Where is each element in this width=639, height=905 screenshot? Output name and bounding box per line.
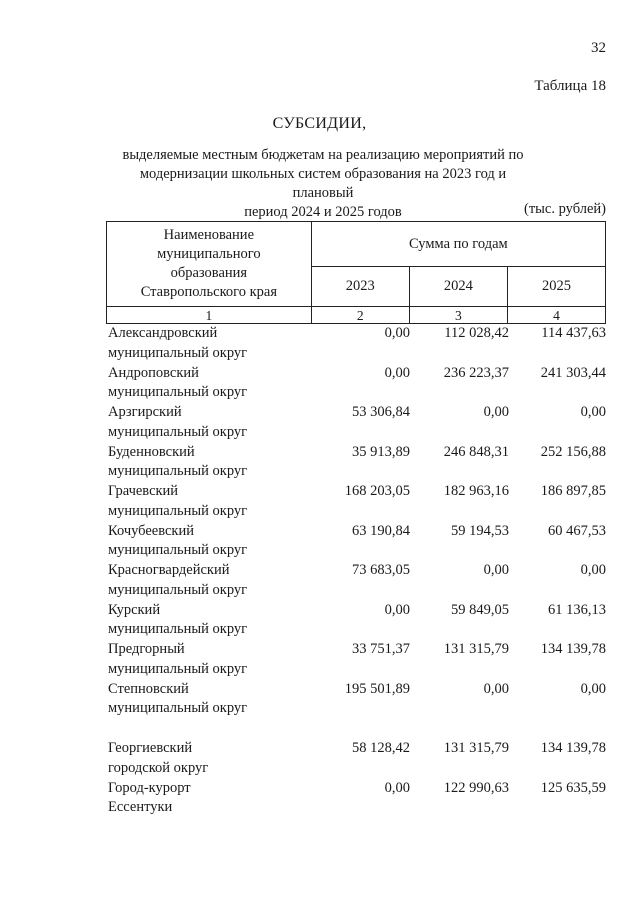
row-name-line: городской округ [108, 759, 209, 776]
row-name [108, 561, 318, 600]
table-row [108, 680, 606, 720]
row-name-line: Георгиевский [108, 740, 193, 756]
value-2025: 0,00 [580, 562, 606, 578]
row-name [108, 601, 318, 640]
value-2024: 182 963,16 [443, 483, 509, 499]
units-label: (тыс. рублей) [524, 201, 606, 217]
table-row [108, 403, 606, 443]
value-2024: 0,00 [483, 404, 509, 420]
value-2023: 168 203,05 [344, 483, 410, 499]
row-name [108, 443, 318, 482]
row-name-line: Александровский [108, 325, 218, 341]
row-name-line: муниципальный округ [108, 423, 248, 440]
row-name-line: муниципальный округ [108, 502, 248, 519]
table-row [108, 640, 606, 680]
row-name-line: Ессентуки [108, 799, 173, 815]
header-year-2025: 2025 [507, 267, 605, 307]
table-row [108, 739, 606, 779]
value-2023: 0,00 [384, 364, 410, 381]
page-number: 32 [591, 40, 606, 56]
table-row [108, 601, 606, 641]
row-name [108, 482, 318, 521]
value-2025: 60 467,53 [548, 522, 606, 539]
value-2025: 134 139,78 [540, 641, 606, 657]
value-2024: 59 194,53 [451, 522, 509, 539]
row-name-line: Кочубеевский [108, 522, 194, 539]
value-2024: 246 848,31 [443, 443, 509, 460]
table-body [108, 324, 606, 818]
col-number-2: 2 [311, 307, 409, 324]
row-name-line: муниципальный округ [108, 384, 248, 400]
subtitle-line: выделяемые местным бюджетам на реализацию мероприятий по [122, 147, 524, 163]
row-name-line: муниципальный округ [108, 660, 248, 677]
row-name-line: муниципальный округ [108, 344, 248, 361]
row-name [108, 779, 318, 818]
value-2024: 122 990,63 [443, 779, 509, 796]
row-name-line: Андроповский [108, 364, 199, 381]
value-2024: 59 849,05 [451, 601, 509, 618]
row-name [108, 324, 318, 363]
row-name-line: Красногвардейский [108, 562, 230, 578]
row-name-line: Предгорный [108, 641, 185, 657]
value-2025: 0,00 [580, 680, 606, 697]
table-row [108, 561, 606, 601]
subtitle-line: модернизации школьных систем образования на 2023 год и плановый [139, 166, 507, 201]
value-2025: 186 897,85 [540, 483, 606, 499]
table-label: Таблица 18 [534, 78, 606, 94]
value-2023: 0,00 [384, 779, 410, 796]
value-2023: 0,00 [384, 601, 410, 618]
row-name-line: Грачевский [108, 483, 179, 499]
row-name [108, 522, 318, 561]
row-name-line: Курский [108, 601, 161, 618]
row-name-line: муниципальный округ [108, 581, 248, 598]
table-row [108, 482, 606, 522]
document-subtitle [118, 146, 528, 222]
value-2025: 252 156,88 [540, 443, 606, 460]
value-2024: 236 223,37 [443, 364, 509, 381]
header-name-line: Ставропольского края [140, 284, 277, 300]
value-2025: 241 303,44 [540, 364, 606, 381]
row-name-line: Арзгирский [108, 404, 182, 420]
table-row [108, 522, 606, 562]
value-2024: 112 028,42 [444, 325, 509, 341]
row-name-line: Город-курорт [108, 779, 191, 796]
value-2024: 0,00 [483, 680, 509, 697]
value-2023: 35 913,89 [352, 443, 410, 460]
row-name [108, 739, 318, 778]
col-number-4: 4 [507, 307, 605, 324]
table-row [108, 443, 606, 483]
document-title: СУБСИДИИ, [272, 115, 367, 132]
row-name-line: муниципальный округ [108, 700, 248, 716]
row-name-line: Степновский [108, 680, 189, 697]
header-year-2023: 2023 [311, 267, 409, 307]
table-row [108, 324, 606, 364]
table-row [108, 364, 606, 404]
row-name [108, 640, 318, 679]
value-2025: 114 437,63 [541, 325, 606, 341]
value-2024: 0,00 [483, 562, 509, 578]
row-name-line: муниципальный округ [108, 463, 248, 479]
subtitle-line: период 2024 и 2025 годов [244, 204, 402, 220]
table-row [108, 779, 606, 819]
value-2025: 61 136,13 [548, 601, 606, 618]
header-name-line: муниципального [157, 246, 261, 262]
row-name [108, 680, 318, 719]
col-number-3: 3 [409, 307, 507, 324]
table-header [106, 221, 606, 324]
row-name-line: Буденновский [108, 443, 195, 460]
value-2023: 58 128,42 [352, 740, 410, 756]
row-name [108, 403, 318, 442]
value-2023: 195 501,89 [344, 680, 410, 697]
value-2024: 131 315,79 [443, 740, 509, 756]
section-gap [108, 719, 606, 739]
value-2024: 131 315,79 [443, 641, 509, 657]
row-name-line: муниципальный округ [108, 542, 248, 558]
value-2023: 53 306,84 [352, 404, 410, 420]
col-number-1: 1 [107, 307, 312, 324]
row-name [108, 364, 318, 403]
header-year-2024: 2024 [409, 267, 507, 307]
value-2025: 125 635,59 [540, 779, 606, 796]
value-2023: 73 683,05 [352, 562, 410, 578]
header-name-line: образования [170, 265, 248, 281]
value-2025: 0,00 [580, 404, 606, 420]
value-2023: 63 190,84 [352, 522, 410, 539]
row-name-line: муниципальный округ [108, 621, 248, 637]
value-2023: 33 751,37 [352, 641, 410, 657]
header-sum-by-years: Сумма по годам [311, 222, 605, 267]
value-2025: 134 139,78 [540, 740, 606, 756]
header-name-cell [107, 222, 312, 307]
value-2023: 0,00 [384, 325, 410, 341]
header-name-line: Наименование [163, 227, 255, 243]
